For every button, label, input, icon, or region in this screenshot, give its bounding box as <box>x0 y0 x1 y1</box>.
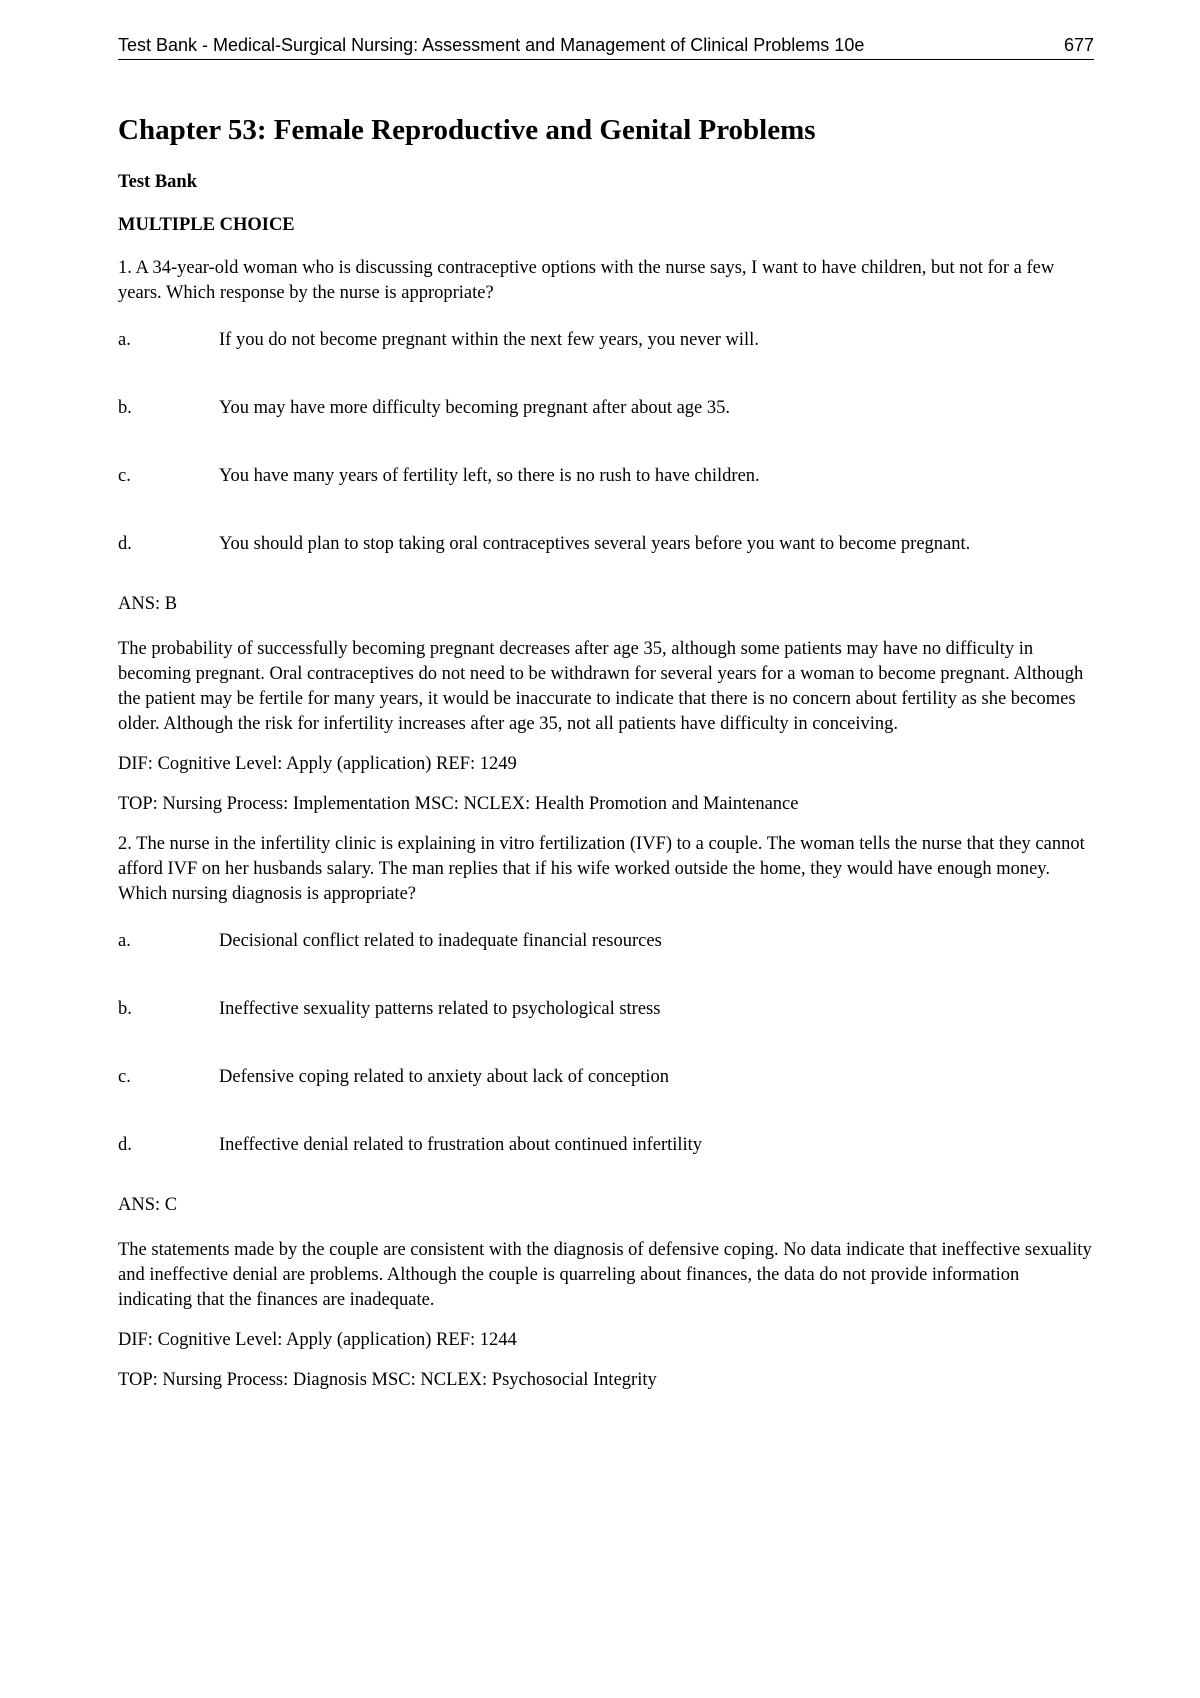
option-text: Decisional conflict related to inadequate financial resources <box>219 931 662 951</box>
option-letter: a. <box>118 330 131 350</box>
question-stem: 1. A 34-year-old woman who is discussing contraceptive options with the nurse says, I want to have children, but not for a few years. Which response by the nurse is appropriate? <box>118 258 1055 303</box>
page-content <box>118 112 1094 1408</box>
topic-classification: TOP: Nursing Process: Implementation MSC: NCLEX: Health Promotion and Maintenance <box>118 794 799 814</box>
question-stem: 2. The nurse in the infertility clinic is explaining in vitro fertilization (IVF) to a couple. The woman tells the nurse that they cannot afford IVF on her husbands salary. The man replies that if his wife worked outside the home, they would have enough money. Which nursing diagnosis is appropriate? <box>118 834 1085 904</box>
chapter-title: Chapter 53: Female Reproductive and Genital Problems <box>118 114 816 146</box>
option-letter: c. <box>118 466 131 486</box>
option-letter: a. <box>118 931 131 951</box>
option-letter: d. <box>118 534 132 554</box>
answer-key: ANS: C <box>118 1195 178 1215</box>
option-text: You should plan to stop taking oral contraceptives several years before you want to become pregnant. <box>219 534 971 554</box>
option-letter: c. <box>118 1067 131 1087</box>
difficulty-reference: DIF: Cognitive Level: Apply (application) REF: 1249 <box>118 754 517 774</box>
running-header <box>118 33 1094 60</box>
option-letter: b. <box>118 398 132 418</box>
option-b <box>118 396 1094 421</box>
option-d <box>118 532 1094 557</box>
question-type-heading: MULTIPLE CHOICE <box>118 215 295 235</box>
option-b <box>118 997 1094 1022</box>
question-1 <box>118 256 1094 817</box>
header-title: Test Bank - Medical-Surgical Nursing: Assessment and Management of Clinical Problems 10e <box>118 35 865 55</box>
answer-options <box>118 929 1094 1158</box>
question-2 <box>118 832 1094 1393</box>
option-text: If you do not become pregnant within the next few years, you never will. <box>219 330 759 350</box>
option-text: Defensive coping related to anxiety about lack of conception <box>219 1067 669 1087</box>
option-a <box>118 328 1094 353</box>
option-letter: b. <box>118 999 132 1019</box>
option-text: You may have more difficulty becoming pregnant after about age 35. <box>219 398 731 418</box>
rationale: The statements made by the couple are consistent with the diagnosis of defensive coping. No data indicate that ineffective sexuality and ineffective denial are problems. Although the couple is quarreling about finances, the data do not provide information indicating that the finances are inadequate. <box>118 1240 1092 1310</box>
topic-classification: TOP: Nursing Process: Diagnosis MSC: NCLEX: Psychosocial Integrity <box>118 1370 657 1390</box>
option-d <box>118 1133 1094 1158</box>
option-text: Ineffective denial related to frustration about continued infertility <box>219 1135 703 1155</box>
rationale: The probability of successfully becoming pregnant decreases after age 35, although some patients may have no difficulty in becoming pregnant. Oral contraceptives do not need to be withdrawn for several years for a woman to become pregnant. Although the patient may be fertile for many years, it would be inaccurate to indicate that there is no concern about fertility as she becomes older. Although the risk for infertility increases after age 35, not all patients have difficulty in conceiving. <box>118 639 1084 734</box>
page-number: 677 <box>1063 35 1094 55</box>
option-c <box>118 1065 1094 1090</box>
difficulty-reference: DIF: Cognitive Level: Apply (application) REF: 1244 <box>118 1330 517 1350</box>
section-label: Test Bank <box>118 172 198 192</box>
option-text: Ineffective sexuality patterns related to psychological stress <box>219 999 661 1019</box>
answer-options <box>118 328 1094 557</box>
option-a <box>118 929 1094 954</box>
option-text: You have many years of fertility left, so there is no rush to have children. <box>219 466 760 486</box>
option-c <box>118 464 1094 489</box>
option-letter: d. <box>118 1135 132 1155</box>
answer-key: ANS: B <box>118 594 178 614</box>
